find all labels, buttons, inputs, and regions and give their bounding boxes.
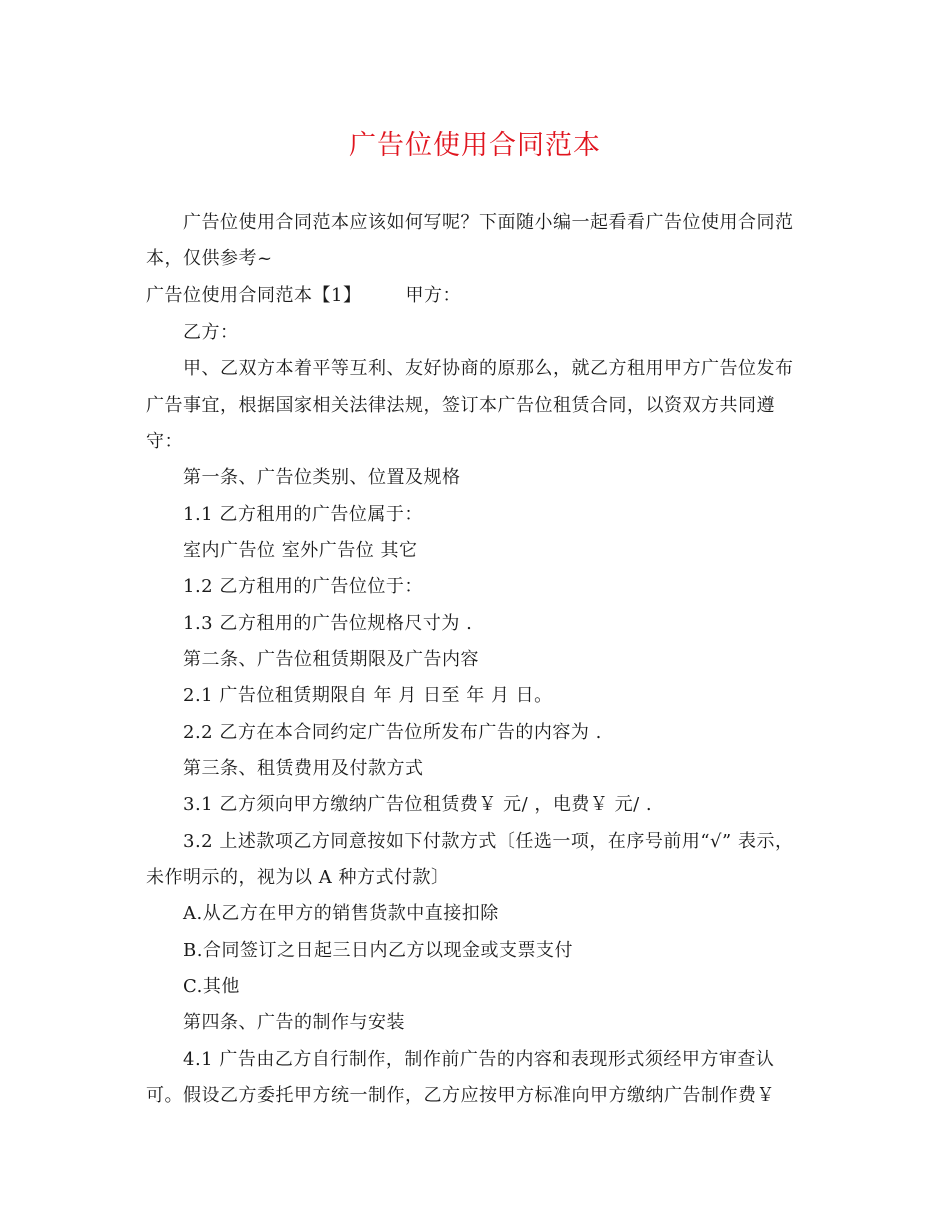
clause-3-1: 3.1 乙方须向甲方缴纳广告位租赁费￥ 元/ ，电费￥ 元/ . xyxy=(183,794,653,815)
sample-heading-line xyxy=(146,283,461,309)
party-b-label: 乙方： xyxy=(183,322,239,343)
clause-1-1: 1.1 乙方租用的广告位属于： xyxy=(183,504,423,525)
payment-option-b: B.合同签订之日起三日内乙方以现金或支票支付 xyxy=(183,940,573,961)
article-3-heading: 第三条、租赁费用及付款方式 xyxy=(183,758,424,779)
clause-2-2: 2.2 乙方在本合同约定广告位所发布广告的内容为 . xyxy=(183,722,602,743)
document-title: 广告位使用合同范本 xyxy=(349,130,601,161)
preamble-line-1: 甲、乙双方本着平等互利、友好协商的原那么，就乙方租用甲方广告位发布 xyxy=(183,358,794,379)
intro-line-1: 广告位使用合同范本应该如何写呢？下面随小编一起看看广告位使用合同范 xyxy=(183,212,794,233)
clause-1-3: 1.3 乙方租用的广告位规格尺寸为 . xyxy=(183,613,473,634)
preamble-line-3: 守： xyxy=(146,431,183,452)
clause-1-options: 室内广告位 室外广告位 其它 xyxy=(183,540,418,561)
clause-4-1-line-2: 可。假设乙方委托甲方统一制作，乙方应按甲方标准向甲方缴纳广告制作费￥ xyxy=(146,1085,775,1106)
article-1-heading: 第一条、广告位类别、位置及规格 xyxy=(183,467,461,488)
article-4-heading: 第四条、广告的制作与安装 xyxy=(183,1012,405,1033)
clause-4-1-line-1: 4.1 广告由乙方自行制作，制作前广告的内容和表现形式须经甲方审查认 xyxy=(183,1049,775,1070)
article-2-heading: 第二条、广告位租赁期限及广告内容 xyxy=(183,649,479,670)
clause-1-2: 1.2 乙方租用的广告位位于： xyxy=(183,576,423,597)
preamble-line-2: 广告事宜，根据国家相关法律法规，签订本广告位租赁合同，以资双方共同遵 xyxy=(146,395,775,416)
clause-3-2-line-1: 3.2 上述款项乙方同意按如下付款方式〔任选一项，在序号前用“√” 表示， xyxy=(183,831,794,852)
payment-option-c: C.其他 xyxy=(183,976,240,997)
clause-3-2-line-2: 未作明示的，视为以 A 种方式付款〕 xyxy=(146,867,450,888)
intro-line-2: 本，仅供参考~ xyxy=(146,248,273,269)
sample-label: 广告位使用合同范本【1】 xyxy=(146,285,362,306)
clause-2-1: 2.1 广告位租赁期限自 年 月 日至 年 月 日。 xyxy=(183,685,553,706)
payment-option-a: A.从乙方在甲方的销售货款中直接扣除 xyxy=(183,903,499,924)
party-a-label: 甲方： xyxy=(405,285,461,306)
